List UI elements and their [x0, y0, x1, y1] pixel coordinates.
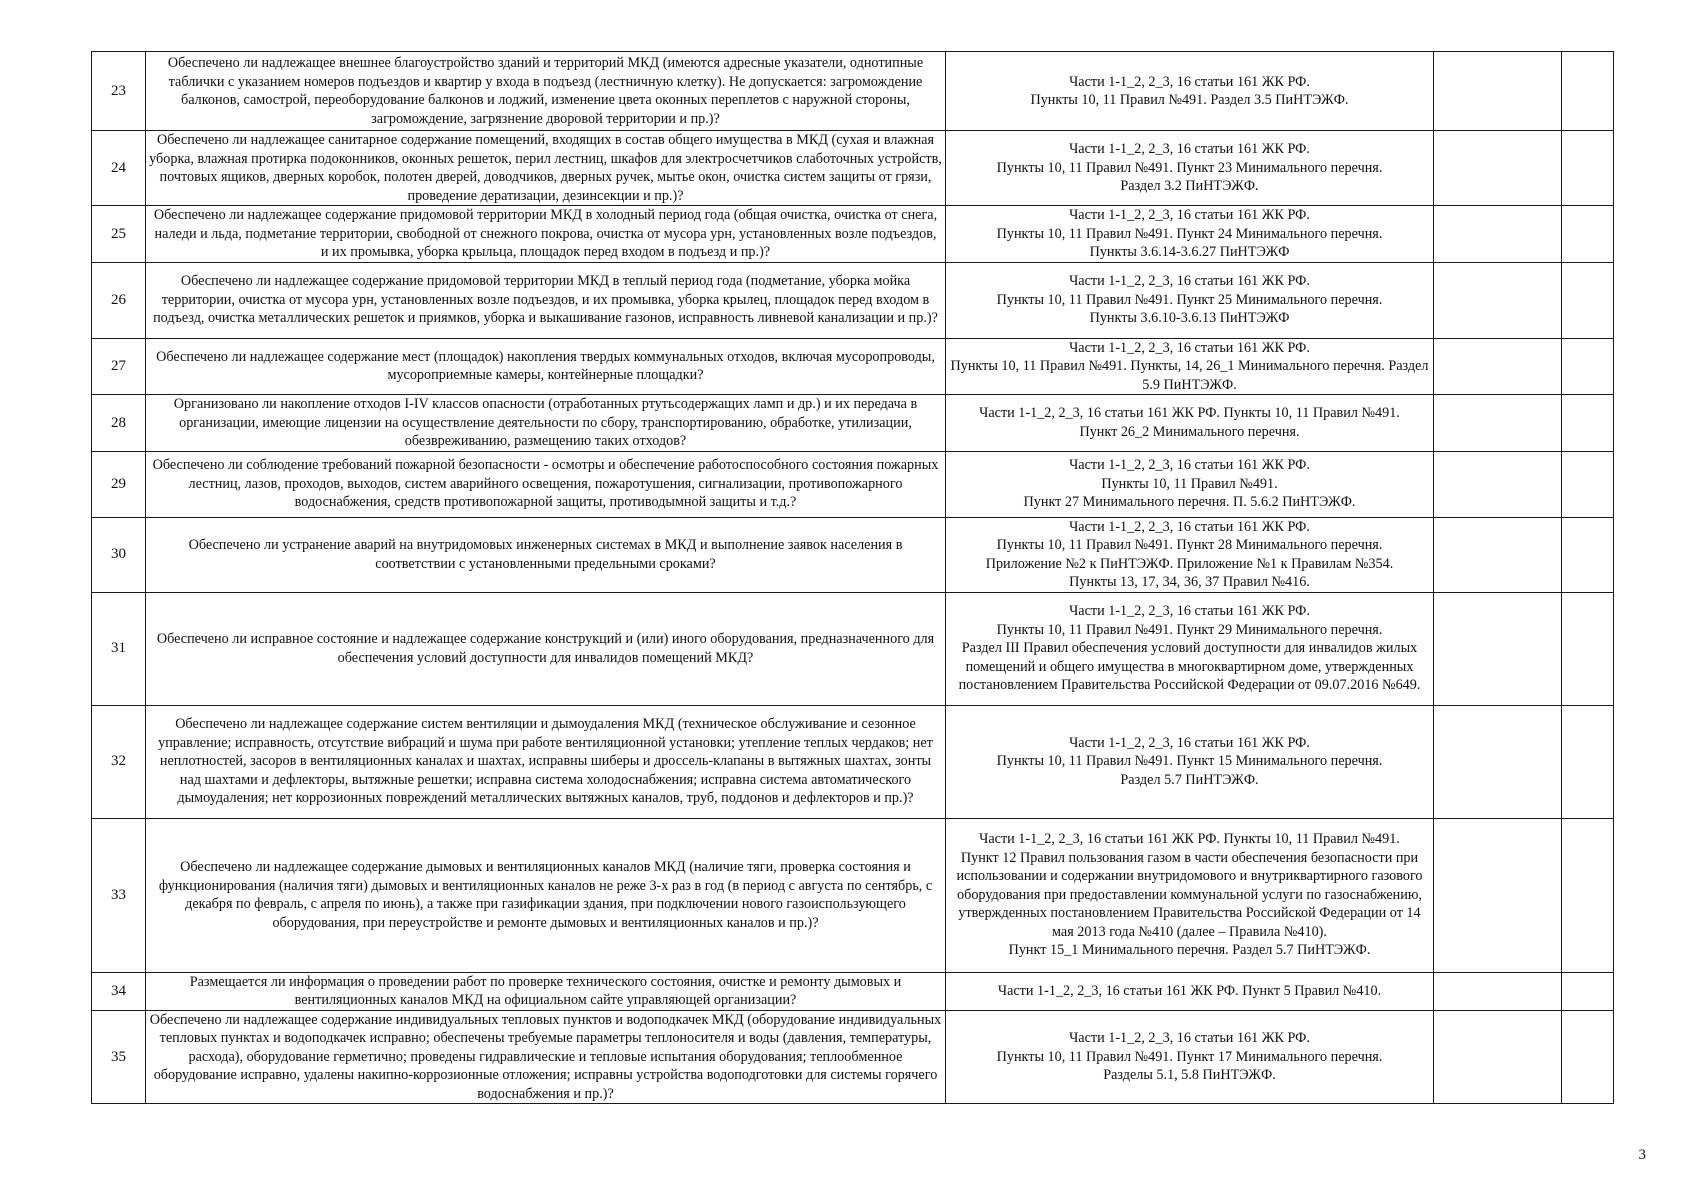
answer-cell	[1434, 451, 1562, 517]
legal-reference: Части 1-1_2, 2_3, 16 статьи 161 ЖК РФ. Пункты 10, 11 Правил №491. Пункт 25 Минимального перечня. Пункты 3.6.10-3.6.13 ПиНТЭЖФ	[946, 262, 1434, 338]
checklist-row	[92, 338, 1614, 395]
note-cell	[1562, 517, 1614, 592]
legal-reference: Части 1-1_2, 2_3, 16 статьи 161 ЖК РФ. Пункты 10, 11 Правил №491. Пункт 29 Минимального перечня. Раздел III Правил обеспечения условий доступности для инвалидов жилых помещений и общего имущества в многоквартирном доме, утвержденных постановлением Правительства Российской Федерации от 09.07.2016 №649.	[946, 592, 1434, 705]
note-cell	[1562, 338, 1614, 395]
note-cell	[1562, 206, 1614, 263]
note-cell	[1562, 1010, 1614, 1104]
question-text: Обеспечено ли надлежащее содержание придомовой территории МКД в теплый период года (подметание, уборка мойка территории, очистка от мусора урн, установленных возле подъездов, и их промывка, уборка крылец, площадок перед входом в подъезд, очистка металлических решеток и приямков, уборка и выкашивание газонов, исправность ливневой канализации и пр.)?	[146, 262, 946, 338]
legal-reference: Части 1-1_2, 2_3, 16 статьи 161 ЖК РФ. Пункты 10, 11 Правил №491. Раздел 3.5 ПиНТЭЖФ.	[946, 52, 1434, 131]
legal-reference: Части 1-1_2, 2_3, 16 статьи 161 ЖК РФ. Пункты 10, 11 Правил №491. Пункт 12 Правил пользования газом в части обеспечения безопасности при использовании и содержании внутридомового и внутриквартирного газового оборудования при предоставлении коммунальной услуги по газоснабжению, утвержденных постановлением Правительства Российской Федерации от 14 мая 2013 года №410 (далее – Правила №410). Пункт 15_1 Минимального перечня. Раздел 5.7 ПиНТЭЖФ.	[946, 818, 1434, 972]
question-text: Обеспечено ли надлежащее внешнее благоустройство зданий и территорий МКД (имеются адресные указатели, однотипные таблички с указанием номеров подъездов и квартир у входа в подъезд (лестничную клетку). Не допускается: загромождение балконов, самострой, переоборудование балконов и лоджий, изменение цвета оконных переплетов с наружной стороны, загромождение, загрязнение дворовой территории и пр.)?	[146, 52, 946, 131]
checklist-row	[92, 262, 1614, 338]
checklist-body	[92, 52, 1614, 1104]
checklist-row	[92, 1010, 1614, 1104]
row-number: 28	[92, 395, 146, 452]
question-text: Обеспечено ли надлежащее содержание индивидуальных тепловых пунктов и водоподкачек МКД (оборудование индивидуальных тепловых пунктах и водоподкачек исправно; обеспечены требуемые параметры теплоносителя и воды (давления, температуры, расхода), оборудование герметично; проведены гидравлические и тепловые испытания оборудования; теплообменное оборудование исправно, удалены накипно-коррозионные отложения; исправны устройства водоподготовки для системы горячего водоснабжения и пр.)?	[146, 1010, 946, 1104]
answer-cell	[1434, 52, 1562, 131]
row-number: 32	[92, 705, 146, 818]
note-cell	[1562, 592, 1614, 705]
note-cell	[1562, 395, 1614, 452]
answer-cell	[1434, 517, 1562, 592]
row-number: 24	[92, 131, 146, 206]
legal-reference: Части 1-1_2, 2_3, 16 статьи 161 ЖК РФ. Пункты 10, 11 Правил №491. Пункт 23 Минимального перечня. Раздел 3.2 ПиНТЭЖФ.	[946, 131, 1434, 206]
row-number: 29	[92, 451, 146, 517]
legal-reference: Части 1-1_2, 2_3, 16 статьи 161 ЖК РФ. Пункты 10, 11 Правил №491. Пункт 17 Минимального перечня. Разделы 5.1, 5.8 ПиНТЭЖФ.	[946, 1010, 1434, 1104]
note-cell	[1562, 131, 1614, 206]
row-number: 23	[92, 52, 146, 131]
row-number: 27	[92, 338, 146, 395]
checklist-row	[92, 818, 1614, 972]
legal-reference: Части 1-1_2, 2_3, 16 статьи 161 ЖК РФ. Пункты 10, 11 Правил №491. Пункт 24 Минимального перечня. Пункты 3.6.14-3.6.27 ПиНТЭЖФ	[946, 206, 1434, 263]
answer-cell	[1434, 972, 1562, 1010]
answer-cell	[1434, 262, 1562, 338]
question-text: Организовано ли накопление отходов I-IV классов опасности (отработанных ртутьсодержащих ламп и др.) и их передача в организации, имеющие лицензии на осуществление деятельности по сбору, транспортированию, обработке, утилизации, обезвреживанию, размещению таких отходов?	[146, 395, 946, 452]
answer-cell	[1434, 338, 1562, 395]
legal-reference: Части 1-1_2, 2_3, 16 статьи 161 ЖК РФ. Пункты 10, 11 Правил №491. Пункт 15 Минимального перечня. Раздел 5.7 ПиНТЭЖФ.	[946, 705, 1434, 818]
note-cell	[1562, 451, 1614, 517]
checklist-row	[92, 206, 1614, 263]
checklist-table	[91, 51, 1614, 1104]
legal-reference: Части 1-1_2, 2_3, 16 статьи 161 ЖК РФ. Пункт 5 Правил №410.	[946, 972, 1434, 1010]
row-number: 25	[92, 206, 146, 263]
checklist-row	[92, 451, 1614, 517]
question-text: Обеспечено ли надлежащее содержание систем вентиляции и дымоудаления МКД (техническое обслуживание и сезонное управление; исправность, отсутствие вибраций и шума при работе вентиляционной установки; утепление теплых чердаков; нет неплотностей, засоров в вентиляционных каналах и шахтах, исправны шиберы и дроссель-клапаны в вытяжных шахтах, зонты над шахтами и дефлекторы, вытяжные решетки; исправна система холодоснабжения; исправна система автоматического дымоудаления; нет коррозионных повреждений металлических вытяжных каналов, труб, поддонов и дефлекторов и пр.)?	[146, 705, 946, 818]
legal-reference: Части 1-1_2, 2_3, 16 статьи 161 ЖК РФ. Пункты 10, 11 Правил №491. Пункт 28 Минимального перечня. Приложение №2 к ПиНТЭЖФ. Приложение №1 к Правилам №354. Пункты 13, 17, 34, 36, 37 Правил №416.	[946, 517, 1434, 592]
checklist-row	[92, 592, 1614, 705]
question-text: Обеспечено ли исправное состояние и надлежащее содержание конструкций и (или) иного оборудования, предназначенного для обеспечения условий доступности для инвалидов помещений МКД?	[146, 592, 946, 705]
question-text: Размещается ли информация о проведении работ по проверке технического состояния, очистке и ремонту дымовых и вентиляционных каналов МКД на официальном сайте управляющей организации?	[146, 972, 946, 1010]
question-text: Обеспечено ли устранение аварий на внутридомовых инженерных системах в МКД и выполнение заявок населения в соответствии с установленными предельными сроками?	[146, 517, 946, 592]
question-text: Обеспечено ли надлежащее санитарное содержание помещений, входящих в состав общего имущества в МКД (сухая и влажная уборка, влажная протирка подоконников, оконных решеток, перил лестниц, шкафов для электросчетчиков слаботочных устройств, почтовых ящиков, дверных коробок, полотен дверей, доводчиков, дверных ручек, мытье окон, очистка систем защиты от грязи, проведение дератизации, дезинсекции и пр.)?	[146, 131, 946, 206]
row-number: 33	[92, 818, 146, 972]
question-text: Обеспечено ли надлежащее содержание мест (площадок) накопления твердых коммунальных отходов, включая мусоропроводы, мусороприемные камеры, контейнерные площадки?	[146, 338, 946, 395]
row-number: 30	[92, 517, 146, 592]
legal-reference: Части 1-1_2, 2_3, 16 статьи 161 ЖК РФ. Пункты 10, 11 Правил №491. Пункт 26_2 Минимального перечня.	[946, 395, 1434, 452]
note-cell	[1562, 972, 1614, 1010]
checklist-row	[92, 131, 1614, 206]
answer-cell	[1434, 206, 1562, 263]
note-cell	[1562, 52, 1614, 131]
note-cell	[1562, 818, 1614, 972]
answer-cell	[1434, 131, 1562, 206]
answer-cell	[1434, 1010, 1562, 1104]
answer-cell	[1434, 592, 1562, 705]
question-text: Обеспечено ли соблюдение требований пожарной безопасности - осмотры и обеспечение работоспособного состояния пожарных лестниц, лазов, проходов, выходов, систем аварийного освещения, пожаротушения, сигнализации, противопожарного водоснабжения, средств противопожарной защиты, противодымной защиты и т.д.?	[146, 451, 946, 517]
checklist-row	[92, 395, 1614, 452]
checklist-row	[92, 705, 1614, 818]
question-text: Обеспечено ли надлежащее содержание дымовых и вентиляционных каналов МКД (наличие тяги, проверка состояния и функционирования (наличия тяги) дымовых и вентиляционных каналов не реже 3-х раз в год (в период с августа по сентябрь, с декабря по февраль, с апреля по июнь), а также при газификации здания, при подключении нового газоиспользующего оборудования, при переустройстве и ремонте дымовых и вентиляционных каналов и пр.)?	[146, 818, 946, 972]
checklist-row	[92, 517, 1614, 592]
answer-cell	[1434, 818, 1562, 972]
legal-reference: Части 1-1_2, 2_3, 16 статьи 161 ЖК РФ. Пункты 10, 11 Правил №491. Пункт 27 Минимального перечня. П. 5.6.2 ПиНТЭЖФ.	[946, 451, 1434, 517]
legal-reference: Части 1-1_2, 2_3, 16 статьи 161 ЖК РФ. Пункты 10, 11 Правил №491. Пункты, 14, 26_1 Минимального перечня. Раздел 5.9 ПиНТЭЖФ.	[946, 338, 1434, 395]
row-number: 34	[92, 972, 146, 1010]
page-number: 3	[1638, 1147, 1646, 1163]
answer-cell	[1434, 705, 1562, 818]
row-number: 26	[92, 262, 146, 338]
row-number: 31	[92, 592, 146, 705]
answer-cell	[1434, 395, 1562, 452]
note-cell	[1562, 705, 1614, 818]
question-text: Обеспечено ли надлежащее содержание придомовой территории МКД в холодный период года (общая очистка, очистка от снега, наледи и льда, подметание территории, свободной от снежного покрова, очистка от мусора урн, установленных возле подъездов, и их промывка, уборка крыльца, площадок перед входом в подъезд и пр.)?	[146, 206, 946, 263]
row-number: 35	[92, 1010, 146, 1104]
checklist-row	[92, 972, 1614, 1010]
note-cell	[1562, 262, 1614, 338]
checklist-row	[92, 52, 1614, 131]
